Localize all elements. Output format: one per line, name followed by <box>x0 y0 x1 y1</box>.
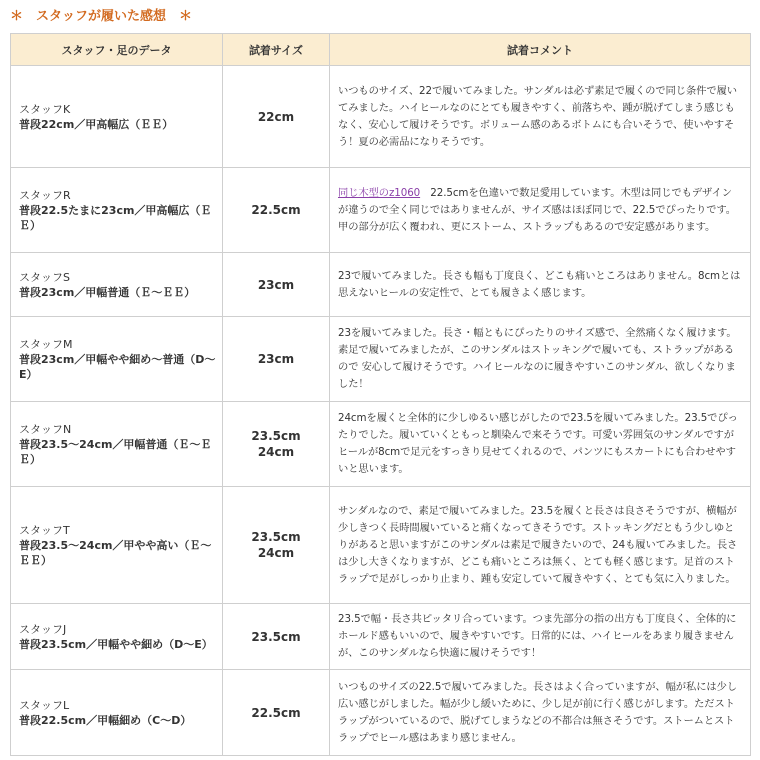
trial-size: 22cm <box>257 109 295 124</box>
header-staff-data: スタッフ・足のデータ <box>11 34 223 66</box>
comment-cell: いつものサイズ、22で履いてみました。サンダルは必ず素足で履くので同じ条件で履いてみました。ハイヒールなのにとても履きやすく、前落ちや、踵が脱げてしまう感じもなく、安心して履けそうです。ボリューム感のあるボトムにも合いそうで、使いやすそう！夏の必需品になりそうです。 <box>330 66 751 168</box>
table-row <box>11 253 751 317</box>
trial-size: 22.5cm <box>251 203 301 217</box>
staff-name: スタッフS <box>19 270 70 284</box>
staff-cell <box>11 402 223 487</box>
size-cell <box>223 670 330 756</box>
trial-size: 22.5cm <box>251 705 301 720</box>
table-row <box>11 487 751 604</box>
comment-text: 22.5cmを色違いで数足愛用しています。木型は同じでもデザインが違うので全く同じではありませんが、サイズ感はほぼ同じで、22.5でぴったりです。甲の部分が広く覆われ、更にストーム、ストラップもあるので安定感があります。 <box>338 186 736 233</box>
comment-cell <box>330 168 751 253</box>
staff-cell <box>11 168 223 253</box>
staff-name: スタッフR <box>19 188 71 202</box>
size-cell <box>223 487 330 604</box>
header-trial-size: 試着サイズ <box>223 34 330 66</box>
table-row <box>11 317 751 402</box>
staff-foot-data: 普段23cm／甲幅普通（Ｅ～ＥＥ） <box>19 285 196 299</box>
comment-cell: 23を履いてみました。長さ・幅ともにぴったりのサイズ感で、全然痛くなく履けます。 素足で履いてみましたが、このサンダルはストッキングで履いても、ストラップがあるので 安心して履けそうです。ハイヒールなのに履きやすいこのサンダル、欲しくなりました！ <box>330 317 751 402</box>
staff-cell <box>11 487 223 604</box>
size-cell <box>223 168 330 253</box>
trial-size: 23.5cm <box>251 429 301 443</box>
size-cell <box>223 253 330 317</box>
staff-foot-data: 普段22cm／甲高幅広（ＥＥ） <box>19 117 174 131</box>
staff-cell <box>11 604 223 670</box>
staff-foot-data: 普段23.5～24cm／甲幅普通（Ｅ～ＥＥ） <box>19 437 212 466</box>
header-trial-comment: 試着コメント <box>330 34 751 66</box>
staff-name: スタッフJ <box>19 622 67 636</box>
staff-cell <box>11 66 223 168</box>
comment-cell: 24cmを履くと全体的に少しゆるい感じがしたので23.5を履いてみました。23.5でぴったりでした。履いていくともっと馴染んで来そうです。可愛い雰囲気のサンダルですがヒールが8cmで足元をすっきり見せてくれるので、パンツにもスカートにも合わせやすいと思います。 <box>330 402 751 487</box>
staff-cell <box>11 670 223 756</box>
table-row <box>11 168 751 253</box>
section-title: ＊ スタッフが履いた感想 ＊ <box>10 9 193 24</box>
staff-name: スタッフK <box>19 102 71 116</box>
comment-cell: 23.5で幅・長さ共ピッタリ合っています。つま先部分の指の出方も丁度良く、全体的にホールド感もいいので、履きやすいです。日常的には、ハイヒールをあまり履きませんが、このサンダルなら快適に履けそうです！ <box>330 604 751 670</box>
size-cell <box>223 66 330 168</box>
same-last-product-link[interactable]: 同じ木型のz1060 <box>338 186 421 199</box>
table-row <box>11 604 751 670</box>
size-cell <box>223 317 330 402</box>
staff-name: スタッフL <box>19 698 70 712</box>
staff-foot-data: 普段23.5cm／甲幅やや細め（D～E） <box>19 637 213 651</box>
staff-foot-data: 普段22.5たまに23cm／甲高幅広（ＥＥ） <box>19 203 212 232</box>
comment-cell: いつものサイズの22.5で履いてみました。長さはよく合っていますが、幅が私には少し広い感じがしました。幅が少し緩いために、少し足が前に行く感じがします。ただストラップがついているので、脱げてしまうなどの不都合は無さそうです。ストームとストラップでヒール感はあまり感じません。 <box>330 670 751 756</box>
staff-cell <box>11 317 223 402</box>
trial-size: 23cm <box>257 352 295 366</box>
table-row <box>11 402 751 487</box>
trial-size: 23.5cm <box>251 629 301 644</box>
size-cell <box>223 604 330 670</box>
staff-foot-data: 普段23cm／甲幅やや細め～普通（D～E） <box>19 352 216 381</box>
table-row <box>11 66 751 168</box>
staff-name: スタッフM <box>19 337 73 351</box>
comment-cell: サンダルなので、素足で履いてみました。23.5を履くと長さは良さそうですが、横幅が少しきつく長時間履いていると痛くなってきそうです。ストッキングだともう少しゆとりがあると思いますがこのサンダルは素足で履きたいので、24も履いてみました。長さは少し大きくなりますが、どこも痛いところは無く、とても軽く感じます。足首のストラップで足がしっかり止まり、踵も安定していて履きやすく、とても気に入りました。 <box>330 487 751 604</box>
table-row <box>11 670 751 756</box>
trial-size: 23cm <box>257 277 295 292</box>
staff-foot-data: 普段23.5～24cm／甲やや高い（Ｅ～ＥＥ） <box>19 538 212 567</box>
staff-cell <box>11 253 223 317</box>
staff-review-table <box>10 33 751 756</box>
table-header-row <box>11 34 751 66</box>
staff-name: スタッフT <box>19 523 70 537</box>
trial-size: 23.5cm <box>251 530 301 544</box>
trial-size: 24cm <box>257 445 295 459</box>
trial-size: 24cm <box>257 546 295 560</box>
size-cell <box>223 402 330 487</box>
staff-name: スタッフN <box>19 422 72 436</box>
comment-cell: 23で履いてみました。長さも幅も丁度良く、どこも痛いところはありません。8cmとは思えないヒールの安定性で、とても履きよく感じます。 <box>330 253 751 317</box>
staff-foot-data: 普段22.5cm／甲幅細め（C～D） <box>19 713 192 727</box>
